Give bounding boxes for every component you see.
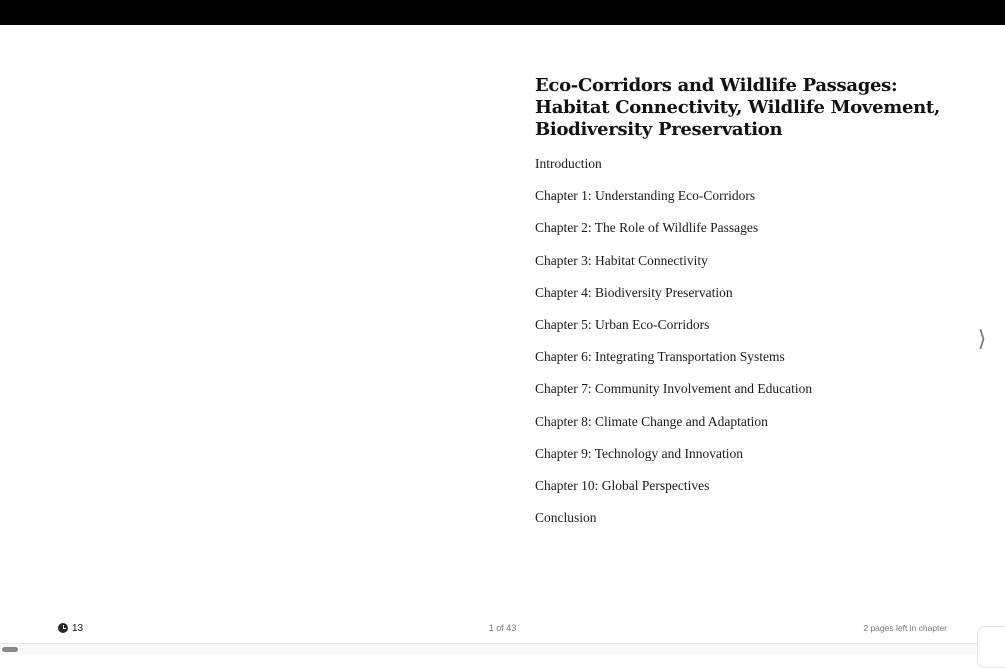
- toc-item-conclusion[interactable]: Conclusion: [535, 510, 597, 526]
- toc-item-chapter-8[interactable]: Chapter 8: Climate Change and Adaptation: [535, 413, 768, 429]
- table-of-contents: [535, 153, 955, 529]
- horizontal-scrollbar[interactable]: [0, 643, 1005, 655]
- toc-item-chapter-1[interactable]: Chapter 1: Understanding Eco-Corridors: [535, 188, 756, 204]
- reading-time-minutes: 13: [72, 622, 84, 634]
- toc-item-chapter-9[interactable]: Chapter 9: Technology and Innovation: [535, 445, 744, 461]
- toc-item-chapter-4[interactable]: Chapter 4: Biodiversity Preservation: [535, 284, 733, 300]
- corner-panel: [977, 626, 1005, 668]
- book-title: Eco-Corridors and Wildlife Passages: Habitat Connectivity, Wildlife Movement, Biodiversity Preservation: [535, 75, 940, 140]
- reader-page-area: [0, 25, 1005, 654]
- top-bar: [0, 0, 1005, 25]
- page-indicator: 1 of 43: [488, 623, 517, 633]
- next-page-button[interactable]: [972, 323, 992, 355]
- toc-item-chapter-3[interactable]: Chapter 3: Habitat Connectivity: [535, 252, 708, 268]
- pages-left-in-chapter: 2 pages left in chapter: [863, 623, 947, 633]
- toc-item-chapter-5[interactable]: Chapter 5: Urban Eco-Corridors: [535, 316, 710, 332]
- reader-footer: [0, 620, 1005, 636]
- toc-item-introduction[interactable]: Introduction: [535, 156, 602, 171]
- toc-item-chapter-2[interactable]: Chapter 2: The Role of Wildlife Passages: [535, 220, 759, 236]
- toc-item-chapter-7[interactable]: Chapter 7: Community Involvement and Education: [535, 381, 813, 397]
- toc-item-chapter-10[interactable]: Chapter 10: Global Perspectives: [535, 477, 710, 493]
- right-page: [535, 75, 955, 539]
- chevron-right-icon: ⟩: [977, 326, 987, 352]
- toc-item-chapter-6[interactable]: Chapter 6: Integrating Transportation Systems: [535, 349, 785, 365]
- scrollbar-thumb[interactable]: [2, 647, 18, 652]
